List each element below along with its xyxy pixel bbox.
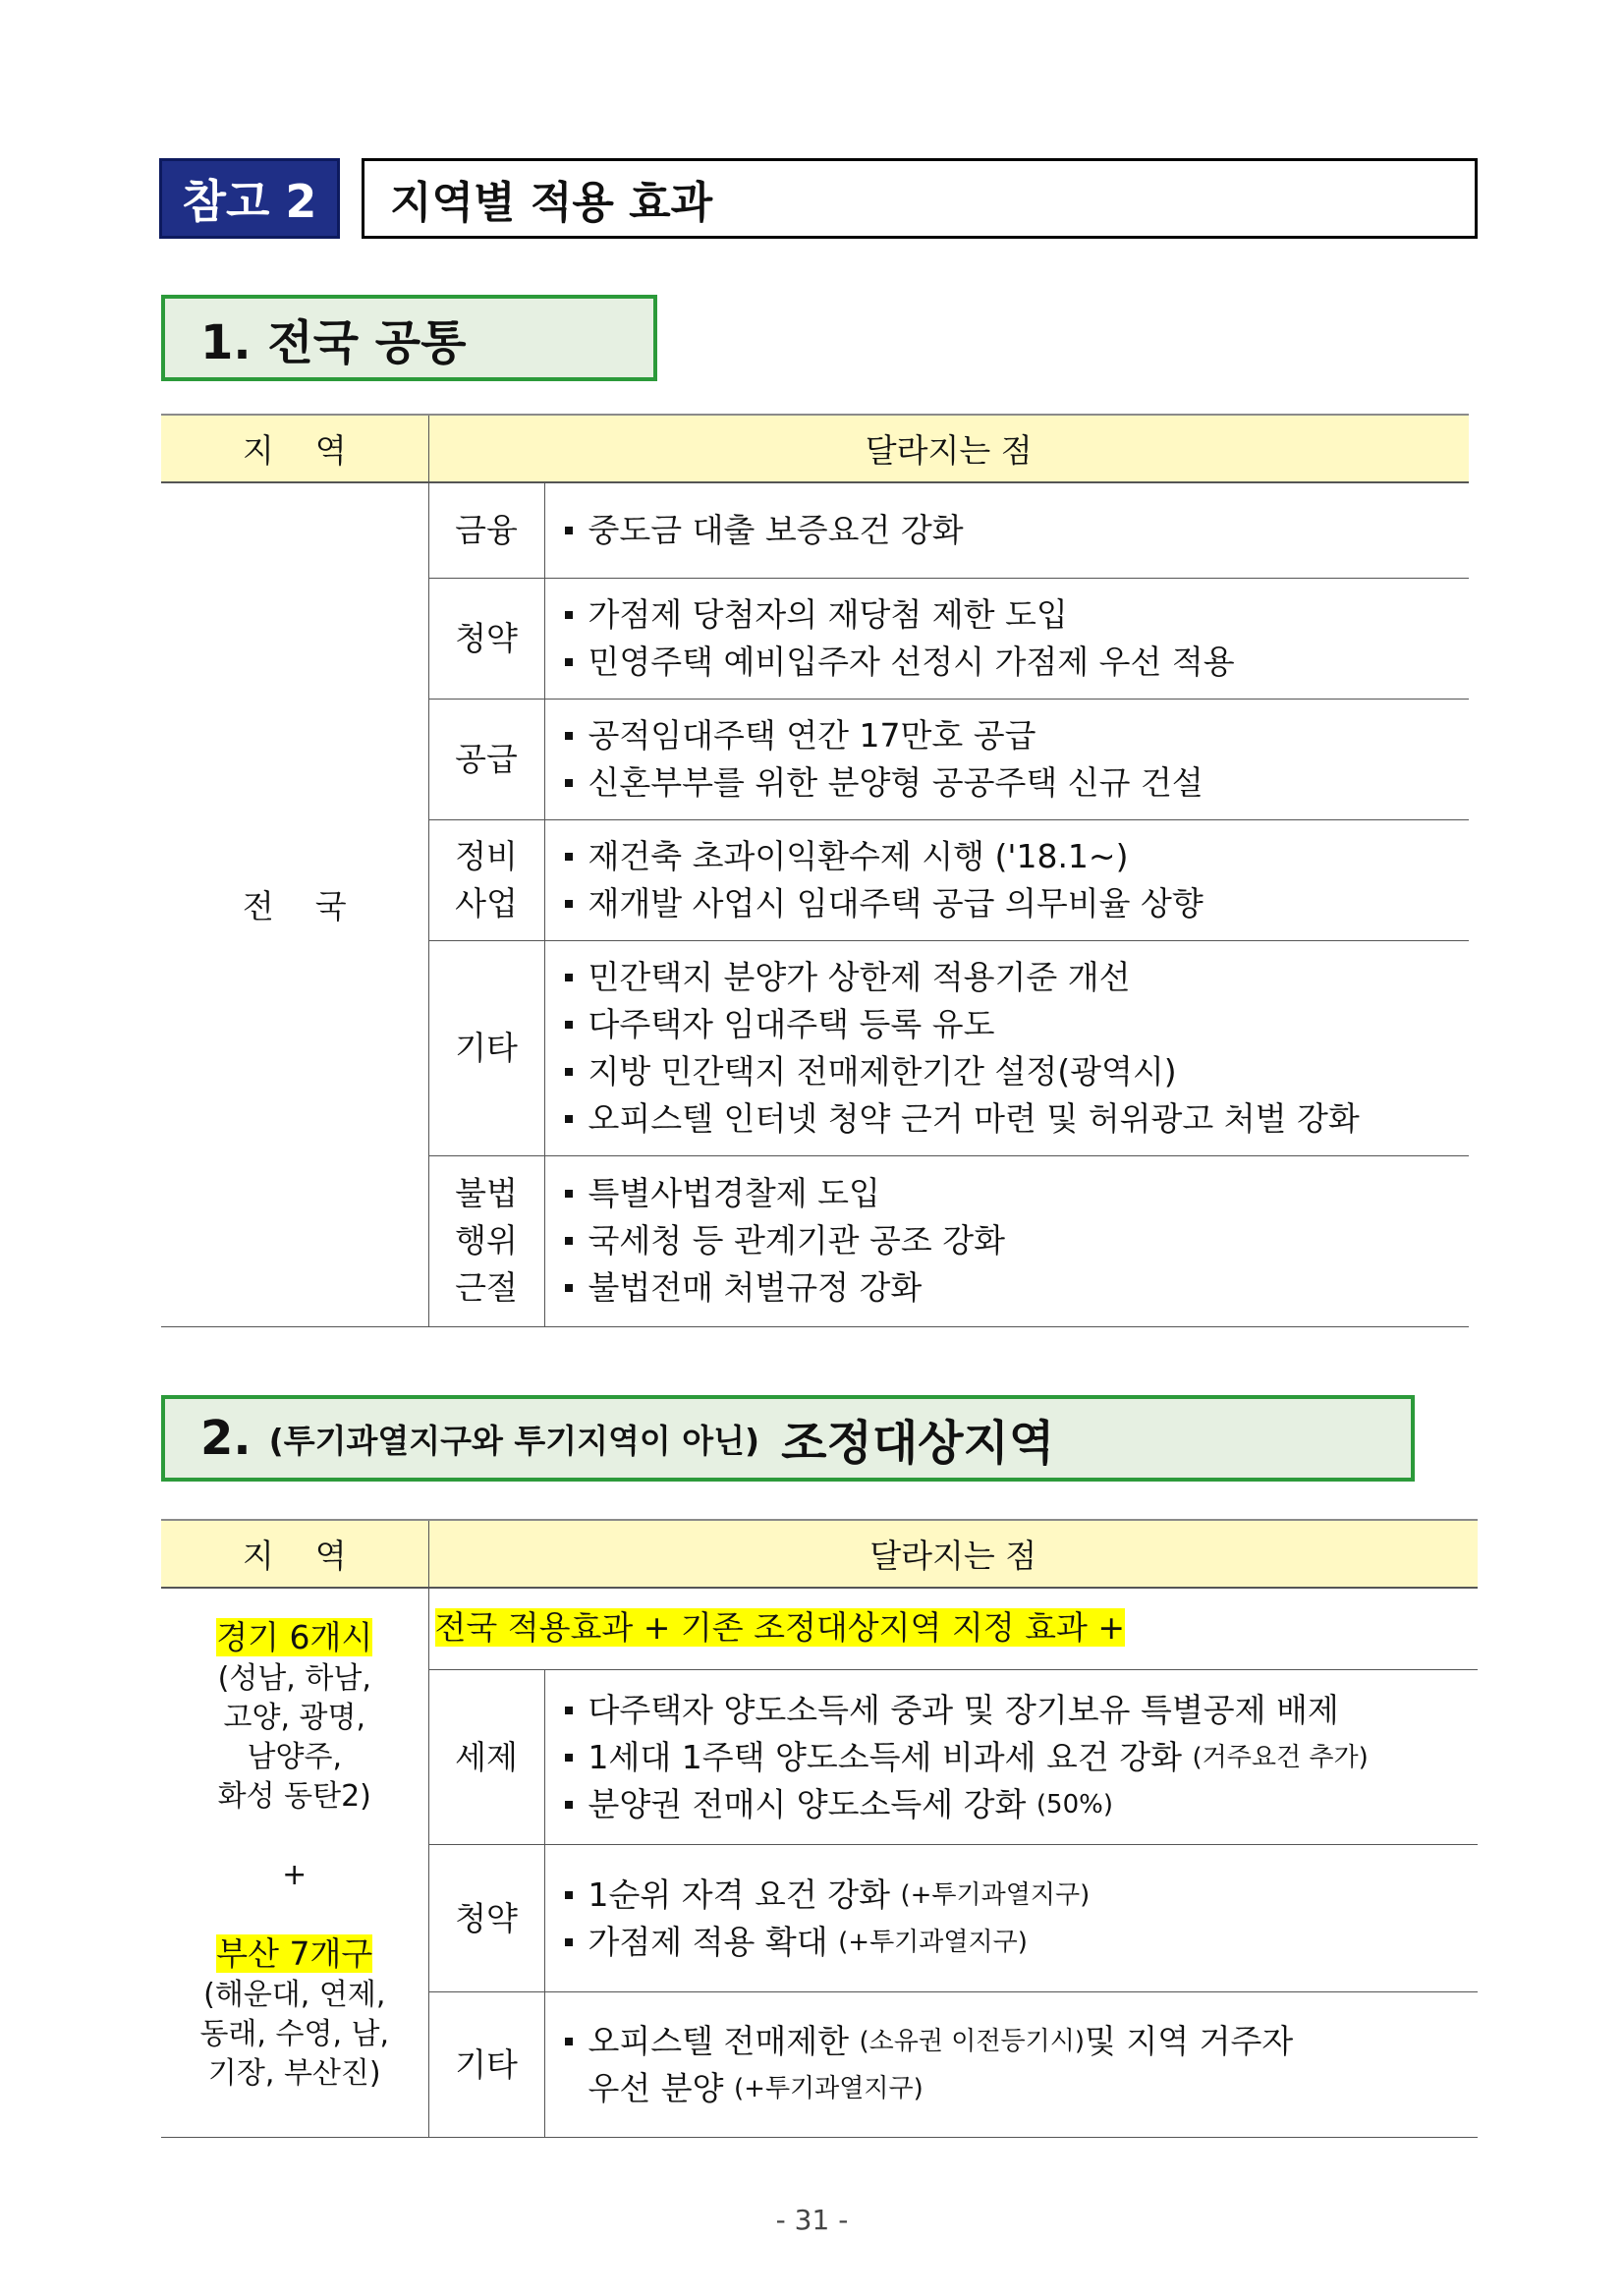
list-item: 1세대 1주택 양도소득세 비과세 요건 강화 (거주요건 추가)	[559, 1734, 1479, 1781]
section1-title: 1. 전국 공통	[161, 295, 657, 381]
category-cell: 기타	[428, 1992, 544, 2138]
list-item: 신혼부부를 위한 분양형 공공주택 신규 건설	[559, 759, 1470, 807]
items-cell	[544, 482, 1469, 578]
region-gyeonggi-title: 경기 6개시	[216, 1618, 373, 1656]
items-cell	[544, 1992, 1478, 2138]
adjustment-area-table	[161, 1519, 1478, 2138]
section2-main-title: 조정대상지역	[781, 1415, 1055, 1471]
items-cell	[544, 819, 1469, 940]
items-cell	[544, 578, 1469, 699]
list-item: 지방 민간택지 전매제한기간 설정(광역시)	[559, 1048, 1470, 1095]
region-busan-title: 부산 7개구	[216, 1934, 373, 1973]
list-item: 오피스텔 인터넷 청약 근거 마련 및 허위광고 처벌 강화	[559, 1095, 1470, 1143]
category-cell: 정비 사업	[428, 819, 544, 940]
list-item: 다주택자 양도소득세 중과 및 장기보유 특별공제 배제	[559, 1687, 1479, 1734]
summary-cell	[428, 1588, 1478, 1670]
list-item: 중도금 대출 보증요건 강화	[559, 507, 1470, 554]
region-busan-detail: (해운대, 연제, 동래, 수영, 남, 기장, 부산진)	[199, 1978, 390, 2091]
items-cell	[544, 699, 1469, 819]
page-number: - 31 -	[775, 2204, 849, 2236]
list-item: 우선 분양 (+투기과열지구)	[588, 2068, 924, 2107]
list-item: 재건축 초과이익환수제 시행 ('18.1~)	[559, 833, 1470, 880]
list-item: 민간택지 분양가 상한제 적용기준 개선	[559, 954, 1470, 1001]
list-item: 민영주택 예비입주자 선정시 가점제 우선 적용	[559, 639, 1470, 686]
list-item: 재개발 사업시 임대주택 공급 의무비율 상향	[559, 880, 1470, 927]
category-cell: 공급	[428, 699, 544, 819]
region-plus: +	[282, 1858, 308, 1892]
list-item: 공적임대주택 연간 17만호 공급	[559, 712, 1470, 759]
list-item: 특별사법경찰제 도입	[559, 1170, 1470, 1217]
list-item: 가점제 당첨자의 재당첨 제한 도입	[559, 591, 1470, 639]
category-cell: 청약	[428, 578, 544, 699]
category-cell: 금융	[428, 482, 544, 578]
region-cell	[161, 1588, 428, 2138]
region-nationwide: 전 국	[161, 482, 428, 1326]
items-cell	[544, 940, 1469, 1155]
col-header-region: 지 역	[161, 415, 428, 482]
col-header-diff: 달라지는 점	[428, 415, 1469, 482]
category-cell: 기타	[428, 940, 544, 1155]
items-cell	[544, 1670, 1478, 1845]
items-cell	[544, 1845, 1478, 1992]
list-item: 오피스텔 전매제한 (소유권 이전등기시) 및 지역 거주자	[559, 2018, 1479, 2065]
category-cell: 세제	[428, 1670, 544, 1845]
col-header-diff: 달라지는 점	[428, 1520, 1478, 1588]
col-header-region: 지 역	[161, 1520, 428, 1588]
page-title: 지역별 적용 효과	[362, 158, 1478, 239]
list-item: 불법전매 처벌규정 강화	[559, 1264, 1470, 1312]
section2-number: 2.	[200, 1411, 252, 1466]
list-item: 분양권 전매시 양도소득세 강화 (50%)	[559, 1781, 1479, 1828]
section2-qualifier: (투기과열지구와 투기지역이 아닌)	[268, 1421, 760, 1460]
list-item: 국세청 등 관계기관 공조 강화	[559, 1217, 1470, 1264]
reference-badge: 참고 2	[159, 158, 340, 239]
items-cell	[544, 1155, 1469, 1326]
section2-title	[161, 1395, 1415, 1482]
category-cell: 청약	[428, 1845, 544, 1992]
nationwide-table	[161, 414, 1469, 1327]
list-item: 가점제 적용 확대 (+투기과열지구)	[559, 1919, 1479, 1966]
list-item: 1순위 자격 요건 강화 (+투기과열지구)	[559, 1872, 1479, 1919]
summary-text: 전국 적용효과 + 기존 조정대상지역 지정 효과 +	[434, 1608, 1126, 1647]
list-item: 다주택자 임대주택 등록 유도	[559, 1001, 1470, 1048]
category-cell: 불법 행위 근절	[428, 1155, 544, 1326]
region-gyeonggi-detail: (성남, 하남, 고양, 광명, 남양주, 화성 동탄2)	[217, 1661, 371, 1814]
